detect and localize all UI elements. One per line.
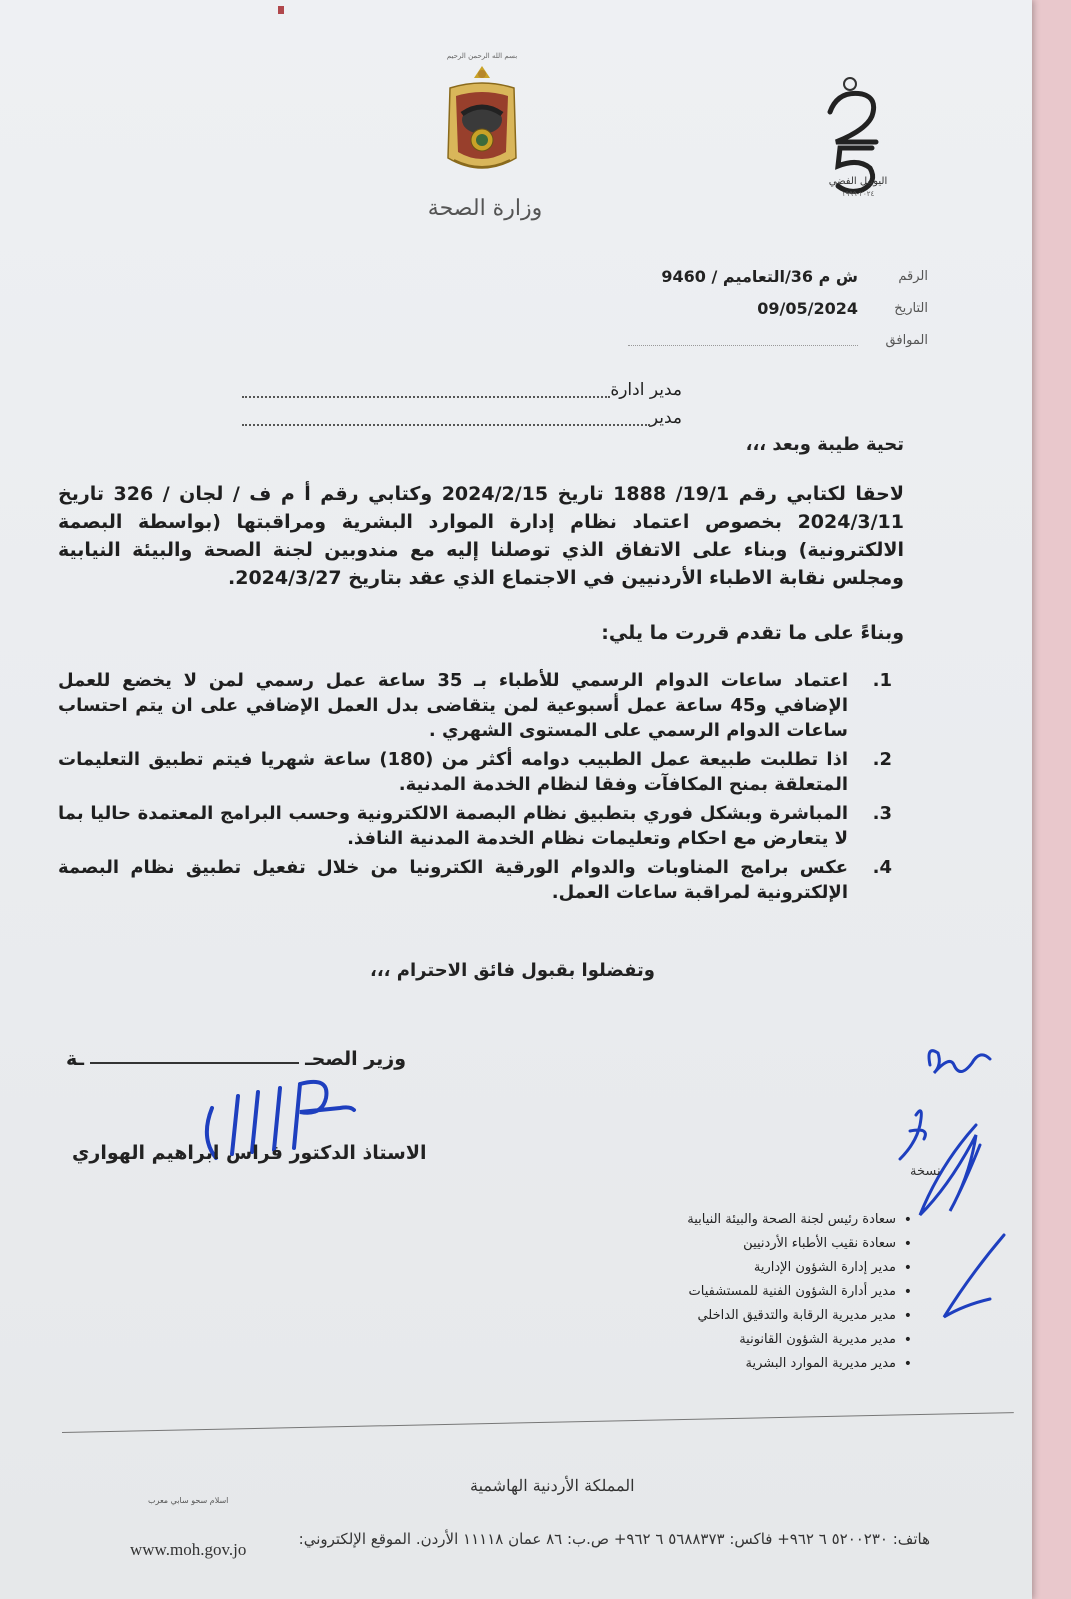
- addressee-line-1-dots: [242, 376, 610, 398]
- ref-date-value: 09/05/2024: [757, 298, 858, 318]
- addressee-line-1: [242, 376, 682, 404]
- minister-title-rule: [90, 1062, 299, 1064]
- decision-item: [58, 855, 892, 905]
- decision-item-number: 3.: [872, 803, 892, 824]
- cc-item-text: مدير أدارة الشؤون الفنية للمستشفيات: [688, 1284, 896, 1299]
- body-paragraph: لاحقا لكتابي رقم 19/1/ 1888 تاريخ 2024/2/15 وكتابي رقم أ م ف / لجان / 326 تاريخ 2024/3/11 بخصوص اعتماد نظام إدارة الموارد البشرية ومراقبتها (بواسطة البصمة الالكترونية) وبناء على الاتفاق الذي توصلنا إليه مع مندوبين لجنة الصحة والبيئة النيابية ومجلس نقابة الاطباء الأردنيين في الاجتماع الذي عقد بتاريخ 2024/3/27.: [58, 483, 904, 589]
- cc-item-text: مدير إدارة الشؤون الإدارية: [753, 1260, 896, 1275]
- cc-item-text: سعادة رئيس لجنة الصحة والبيئة النيابية: [687, 1212, 896, 1227]
- footer-small-note: اسلام سحو سابي معرب: [148, 1496, 229, 1505]
- decision-item: [58, 747, 892, 797]
- cc-item-text: سعادة نقيب الأطباء الأردنيين: [743, 1236, 896, 1251]
- cc-item: • سعادة نقيب الأطباء الأردنيين: [592, 1232, 912, 1256]
- minister-title-start: وزير الصحـ: [305, 1048, 406, 1070]
- addressee-line-1-text: مدير ادارة: [610, 380, 682, 400]
- decision-item: [58, 668, 892, 743]
- cc-item: • مدير إدارة الشؤون الإدارية: [592, 1256, 912, 1280]
- decision-item-number: 2.: [872, 749, 892, 770]
- footer-kingdom: المملكة الأردنية الهاشمية: [470, 1476, 635, 1495]
- decision-item-text: عكس برامج المناوبات والدوام الورقية الكترونيا من خلال تفعيل تطبيق نظام البصمة الإلكترونية لمراقبة ساعات العمل.: [58, 857, 848, 903]
- decision-intro: وبناءً على ما تقدم قررت ما يلي:: [601, 622, 904, 644]
- decision-item-text: المباشرة وبشكل فوري بتطبيق نظام البصمة الالكترونية وحسب البرامج المعتمدة حاليا بما لا يتعارض مع احكام وتعليمات نظام الخدمة المدنية النافذ.: [58, 803, 848, 849]
- jordan-coat-of-arms: [432, 48, 532, 218]
- footer-divider: [62, 1412, 1014, 1433]
- svg-text:بسم الله الرحمن الرحيم: بسم الله الرحمن الرحيم: [446, 52, 518, 60]
- cc-item: • مدير مديرية الرقابة والتدقيق الداخلي: [592, 1304, 912, 1328]
- ref-number-value: ش م 36/التعاميم / 9460: [661, 266, 858, 286]
- footer-website[interactable]: www.moh.gov.jo: [130, 1540, 247, 1559]
- decision-list: [58, 668, 892, 909]
- minister-title-end: ـة: [66, 1048, 85, 1070]
- cc-item: • سعادة رئيس لجنة الصحة والبيئة النيابية: [592, 1208, 912, 1232]
- ref-date-label: التاريخ: [894, 300, 928, 316]
- ref-number-label: الرقم: [898, 268, 928, 284]
- silver-jubilee-logo: [818, 72, 898, 202]
- decision-item-number: 4.: [872, 857, 892, 878]
- corner-mark: [278, 6, 284, 14]
- ministry-name: وزارة الصحة: [427, 196, 543, 221]
- addressee-line-2: [242, 404, 682, 432]
- footer-contact: هاتف: ٥٢٠٠٢٣٠ ٦ ٩٦٢+ فاكس: ٥٦٨٨٣٧٣ ٦ ٩٦٢+ ص.ب: ٨٦ عمان ١١١١٨ الأردن. الموقع الإلكتروني:: [298, 1530, 930, 1548]
- cc-list: [592, 1208, 912, 1376]
- closing-line: وتفضلوا بقبول فائق الاحترام ،،،: [370, 960, 655, 981]
- minister-name: الاستاذ الدكتور فراس ابراهيم الهواري: [72, 1142, 427, 1164]
- ref-number-row: [628, 260, 928, 292]
- addressee-line-2-text: مدير: [649, 408, 682, 428]
- cc-item-text: مدير مديرية الشؤون القانونية: [739, 1332, 896, 1347]
- jubilee-years: ٢٠٢٤-١٩٩٩: [841, 190, 875, 198]
- decision-item-number: 1.: [872, 670, 892, 691]
- ref-hijri-row: [628, 324, 928, 356]
- addressee-block: [242, 376, 682, 432]
- ref-hijri-label: الموافق: [885, 332, 928, 348]
- cc-item: • مدير أدارة الشؤون الفنية للمستشفيات: [592, 1280, 912, 1304]
- greeting: تحية طيبة وبعد ،،،: [745, 434, 904, 455]
- ref-hijri-dots: [628, 345, 858, 346]
- cc-item: • مدير مديرية الشؤون القانونية: [592, 1328, 912, 1352]
- decision-item: [58, 801, 892, 851]
- coat-of-arms-icon: [432, 48, 532, 198]
- jubilee-text: اليوبيل الفضي: [828, 176, 888, 187]
- cc-item: • مدير مديرية الموارد البشرية: [592, 1352, 912, 1376]
- reference-block: [628, 260, 928, 356]
- decision-item-text: اعتماد ساعات الدوام الرسمي للأطباء بـ 35 ساعة عمل رسمي لمن لا يخضع للعمل الإضافي و45 ساعة عمل أسبوعية لمن يتقاضى بدل العمل الإضافي على ان يتم احتساب ساعات الدوام الرسمي على المستوى الشهري .: [58, 670, 848, 741]
- copy-label: نسخة: [910, 1164, 941, 1179]
- addressee-line-2-dots: [242, 404, 650, 426]
- decision-item-text: اذا تطلبت طبيعة عمل الطبيب دوامه أكثر من (180) ساعة شهريا فيتم تطبيق التعليمات المتعلقة بمنح المكافآت وفقا لنظام الخدمة المدنية.: [58, 749, 848, 795]
- ref-date-row: [628, 292, 928, 324]
- minister-title: [66, 1048, 406, 1070]
- cc-item-text: مدير مديرية الموارد البشرية: [745, 1356, 896, 1371]
- cc-item-text: مدير مديرية الرقابة والتدقيق الداخلي: [697, 1308, 896, 1323]
